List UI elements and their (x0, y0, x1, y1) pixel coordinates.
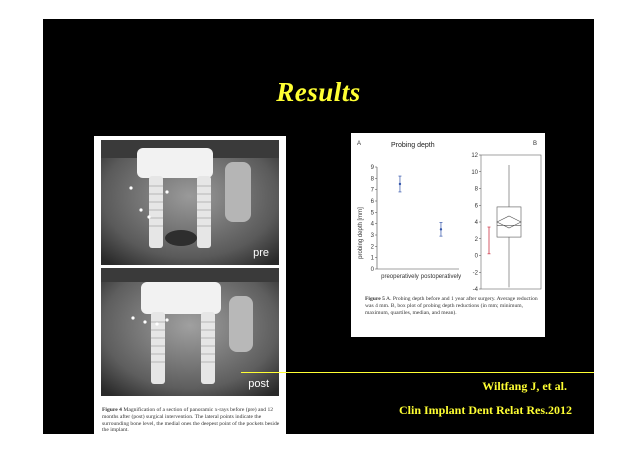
journal-citation: Clin Implant Dent Relat Res.2012 (399, 403, 572, 417)
figure-4-caption-label: Figure 4 (102, 407, 122, 413)
figure-4 (94, 136, 286, 434)
slide-title: Results (276, 77, 361, 107)
chart-b-ytick-label: 12 (471, 153, 478, 159)
chart-b-ytick-label: -2 (472, 270, 478, 277)
chart-a-category-label: postoperatively (420, 274, 462, 280)
chart-a (351, 133, 469, 293)
figure-5-caption (365, 296, 541, 316)
chart-a-ytick-label: 7 (370, 187, 374, 194)
chart-b-ytick-label: 0 (474, 253, 478, 260)
chart-b-box (497, 207, 521, 237)
chart-a-ytick-label: 3 (370, 233, 374, 239)
xray-pre (101, 140, 279, 265)
chart-a-ytick-label: 4 (370, 221, 374, 228)
chart-b (469, 133, 545, 293)
figure-5 (351, 133, 545, 337)
chart-a-ytick-label: 5 (370, 210, 374, 217)
chart-a-ytick-label: 2 (370, 244, 374, 251)
chart-a-ylabel: probing depth [mm] (358, 207, 364, 259)
xray-post (101, 268, 279, 396)
figure-4-caption (102, 407, 280, 434)
chart-a-panel-label: A (357, 141, 362, 147)
chart-b-ytick-label: 8 (474, 186, 478, 193)
chart-b-ytick-label: 10 (471, 169, 478, 176)
slide (43, 19, 594, 434)
chart-b-ytick-label: 2 (474, 236, 478, 243)
chart-b-ytick-label: -4 (472, 287, 478, 293)
chart-a-ytick-label: 1 (370, 255, 374, 262)
chart-b-ytick-label: 6 (474, 203, 478, 210)
figure-4-caption-text: Magnification of a section of panoramic x-rays before (pre) and 12 months after (post) surgical intervention. The lateral points indicate the surrounding bone level, the medial ones the deepest point of the pockets beside the implant. (102, 407, 280, 434)
chart-a-ytick-label: 8 (370, 176, 374, 183)
chart-b-ytick-label: 4 (474, 220, 478, 226)
xray-post-label: post (248, 378, 269, 390)
divider-line (241, 372, 594, 373)
chart-a-ytick-label: 6 (370, 199, 374, 205)
chart-a-ytick-label: 0 (370, 267, 374, 273)
chart-a-title: Probing depth (391, 142, 435, 149)
figure-5-caption-label: Figure 5 (365, 296, 385, 302)
figure-5-caption-text: A. Probing depth before and 1 year after surgery. Average reduction was 4 mm. B, box plot of probing depth reductions (in mm; minimum, maximum, quartiles, median, and mean). (365, 296, 538, 316)
xray-pre-label: pre (253, 247, 269, 259)
author-credit: Wiltfang J, et al. (482, 379, 567, 393)
chart-a-ytick-label: 9 (370, 165, 374, 171)
chart-a-category-label: preoperatively (381, 274, 419, 280)
chart-a-point (399, 183, 401, 185)
chart-b-panel-label: B (533, 141, 538, 147)
chart-a-point (440, 228, 442, 230)
